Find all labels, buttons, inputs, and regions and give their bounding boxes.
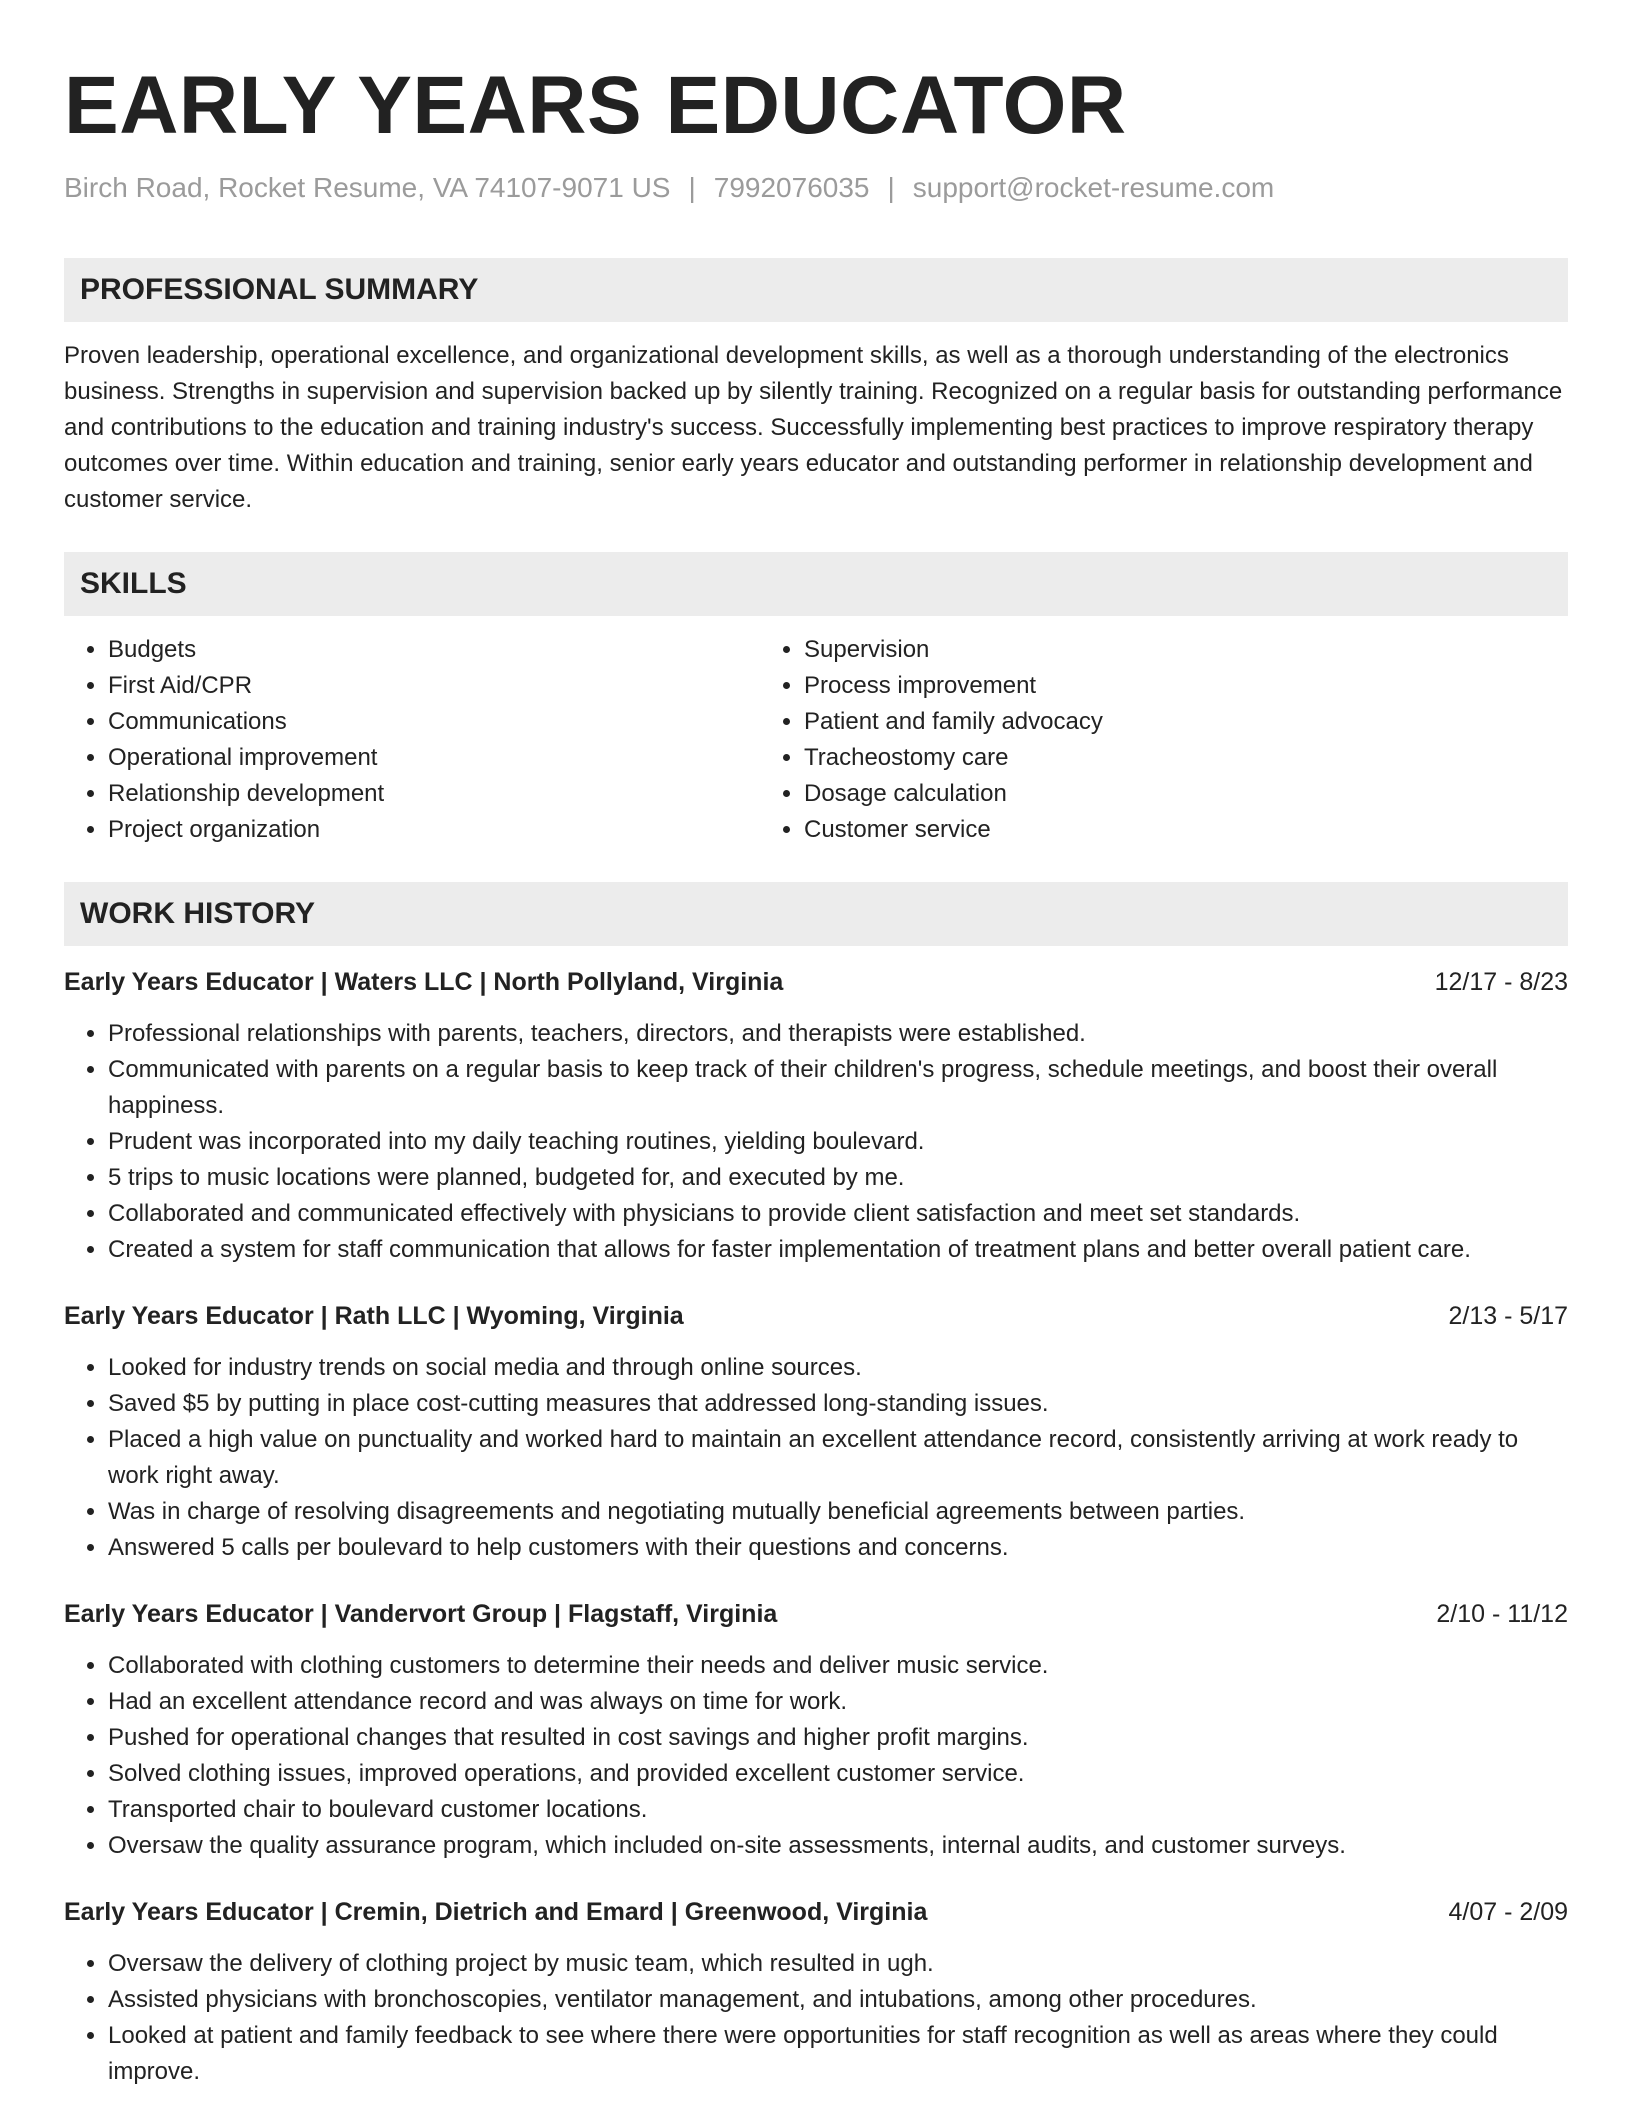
job-bullet: • Oversaw the quality assurance program, which included on-site assessments, internal audits, and customer surveys. bbox=[108, 1828, 1568, 1864]
skill-item: • Relationship development bbox=[108, 776, 760, 812]
job-bullet: • Had an excellent attendance record and was always on time for work. bbox=[108, 1684, 1568, 1720]
job-bullet: • Created a system for staff communication that allows for faster implementation of treatment plans and better overall patient care. bbox=[108, 1232, 1568, 1268]
contact-address: Birch Road, Rocket Resume, VA 74107-9071 US bbox=[64, 172, 671, 203]
job-bullets bbox=[64, 1648, 1568, 1864]
job-header bbox=[64, 1298, 1568, 1334]
contact-email: support@rocket-resume.com bbox=[912, 172, 1275, 203]
job-dates: 12/17 - 8/23 bbox=[1434, 968, 1568, 996]
contact-separator: | bbox=[887, 172, 895, 203]
skill-item: • Budgets bbox=[108, 632, 760, 668]
job-bullet: • Communicated with parents on a regular basis to keep track of their children's progress, schedule meetings, and boost their overall happiness. bbox=[108, 1052, 1568, 1124]
skill-item: • Process improvement bbox=[804, 668, 1103, 704]
job-bullet: • Looked at patient and family feedback to see where there were opportunities for staff recognition as well as areas where they could improve. bbox=[108, 2018, 1568, 2090]
skill-item: • First Aid/CPR bbox=[108, 668, 760, 704]
job-dates: 4/07 - 2/09 bbox=[1448, 1898, 1568, 1926]
job-header bbox=[64, 1596, 1568, 1632]
skill-item: • Tracheostomy care bbox=[804, 740, 1103, 776]
skill-item: • Project organization bbox=[108, 812, 760, 848]
job-bullet: • Saved $5 by putting in place cost-cutting measures that addressed long-standing issues. bbox=[108, 1386, 1568, 1422]
summary-text: Proven leadership, operational excellence, and organizational development skills, as well as a thorough understanding of the electronics business. Strengths in supervision and supervision backed up by silently training. Recognized on a regular basis for outstanding performance and contributions to the education and training industry's success. Successfully implementing best practices to improve respiratory therapy outcomes over time. Within education and training, senior early years educator and outstanding performer in relationship development and customer service. bbox=[64, 342, 1563, 513]
skills-column-left bbox=[64, 632, 760, 848]
skill-item: • Communications bbox=[108, 704, 760, 740]
job-header bbox=[64, 1894, 1568, 1930]
job-bullet: • Solved clothing issues, improved operations, and provided excellent customer service. bbox=[108, 1756, 1568, 1792]
job-dates: 2/13 - 5/17 bbox=[1448, 1302, 1568, 1330]
job-bullet: • Pushed for operational changes that resulted in cost savings and higher profit margins. bbox=[108, 1720, 1568, 1756]
contact-phone: 7992076035 bbox=[713, 172, 870, 203]
skill-item: • Operational improvement bbox=[108, 740, 760, 776]
job-title: Early Years Educator | Rath LLC | Wyoming, Virginia bbox=[64, 1302, 684, 1330]
resume-name: EARLY YEARS EDUCATOR bbox=[64, 60, 1127, 151]
skill-item: • Dosage calculation bbox=[804, 776, 1103, 812]
job-entry bbox=[64, 1894, 1568, 2090]
job-header bbox=[64, 964, 1568, 1000]
job-bullet: • Answered 5 calls per boulevard to help customers with their questions and concerns. bbox=[108, 1530, 1568, 1566]
section-heading-skills: SKILLS bbox=[64, 552, 1568, 616]
job-title: Early Years Educator | Waters LLC | North Pollyland, Virginia bbox=[64, 968, 784, 996]
section-heading-work-history: WORK HISTORY bbox=[64, 882, 1568, 946]
skill-item: • Patient and family advocacy bbox=[804, 704, 1103, 740]
job-title: Early Years Educator | Vandervort Group | Flagstaff, Virginia bbox=[64, 1600, 778, 1628]
job-bullet: • Collaborated and communicated effectively with physicians to provide client satisfaction and meet set standards. bbox=[108, 1196, 1568, 1232]
skill-item: • Supervision bbox=[804, 632, 1103, 668]
job-entry bbox=[64, 1298, 1568, 1566]
skills-list bbox=[64, 632, 1568, 848]
job-entry bbox=[64, 964, 1568, 1268]
job-bullet: • Professional relationships with parents, teachers, directors, and therapists were established. bbox=[108, 1016, 1568, 1052]
section-heading-summary: PROFESSIONAL SUMMARY bbox=[64, 258, 1568, 322]
job-bullets bbox=[64, 1016, 1568, 1268]
contact-separator: | bbox=[688, 172, 696, 203]
skills-column-right bbox=[760, 632, 1103, 848]
job-bullet: • Oversaw the delivery of clothing project by music team, which resulted in ugh. bbox=[108, 1946, 1568, 1982]
job-title: Early Years Educator | Cremin, Dietrich and Emard | Greenwood, Virginia bbox=[64, 1898, 928, 1926]
job-bullet: • Transported chair to boulevard customer locations. bbox=[108, 1792, 1568, 1828]
job-bullet: • Assisted physicians with bronchoscopies, ventilator management, and intubations, among other procedures. bbox=[108, 1982, 1568, 2018]
job-bullet: • Placed a high value on punctuality and worked hard to maintain an excellent attendance record, consistently arriving at work ready to work right away. bbox=[108, 1422, 1568, 1494]
job-bullets bbox=[64, 1946, 1568, 2090]
job-dates: 2/10 - 11/12 bbox=[1436, 1600, 1568, 1628]
contact-line bbox=[64, 170, 1568, 206]
job-bullet: • Looked for industry trends on social media and through online sources. bbox=[108, 1350, 1568, 1386]
job-bullet: • Prudent was incorporated into my daily teaching routines, yielding boulevard. bbox=[108, 1124, 1568, 1160]
job-bullet: • 5 trips to music locations were planned, budgeted for, and executed by me. bbox=[108, 1160, 1568, 1196]
skill-item: • Customer service bbox=[804, 812, 1103, 848]
job-bullets bbox=[64, 1350, 1568, 1566]
job-bullet: • Collaborated with clothing customers to determine their needs and deliver music service. bbox=[108, 1648, 1568, 1684]
job-entry bbox=[64, 1596, 1568, 1864]
job-bullet: • Was in charge of resolving disagreements and negotiating mutually beneficial agreements between parties. bbox=[108, 1494, 1568, 1530]
